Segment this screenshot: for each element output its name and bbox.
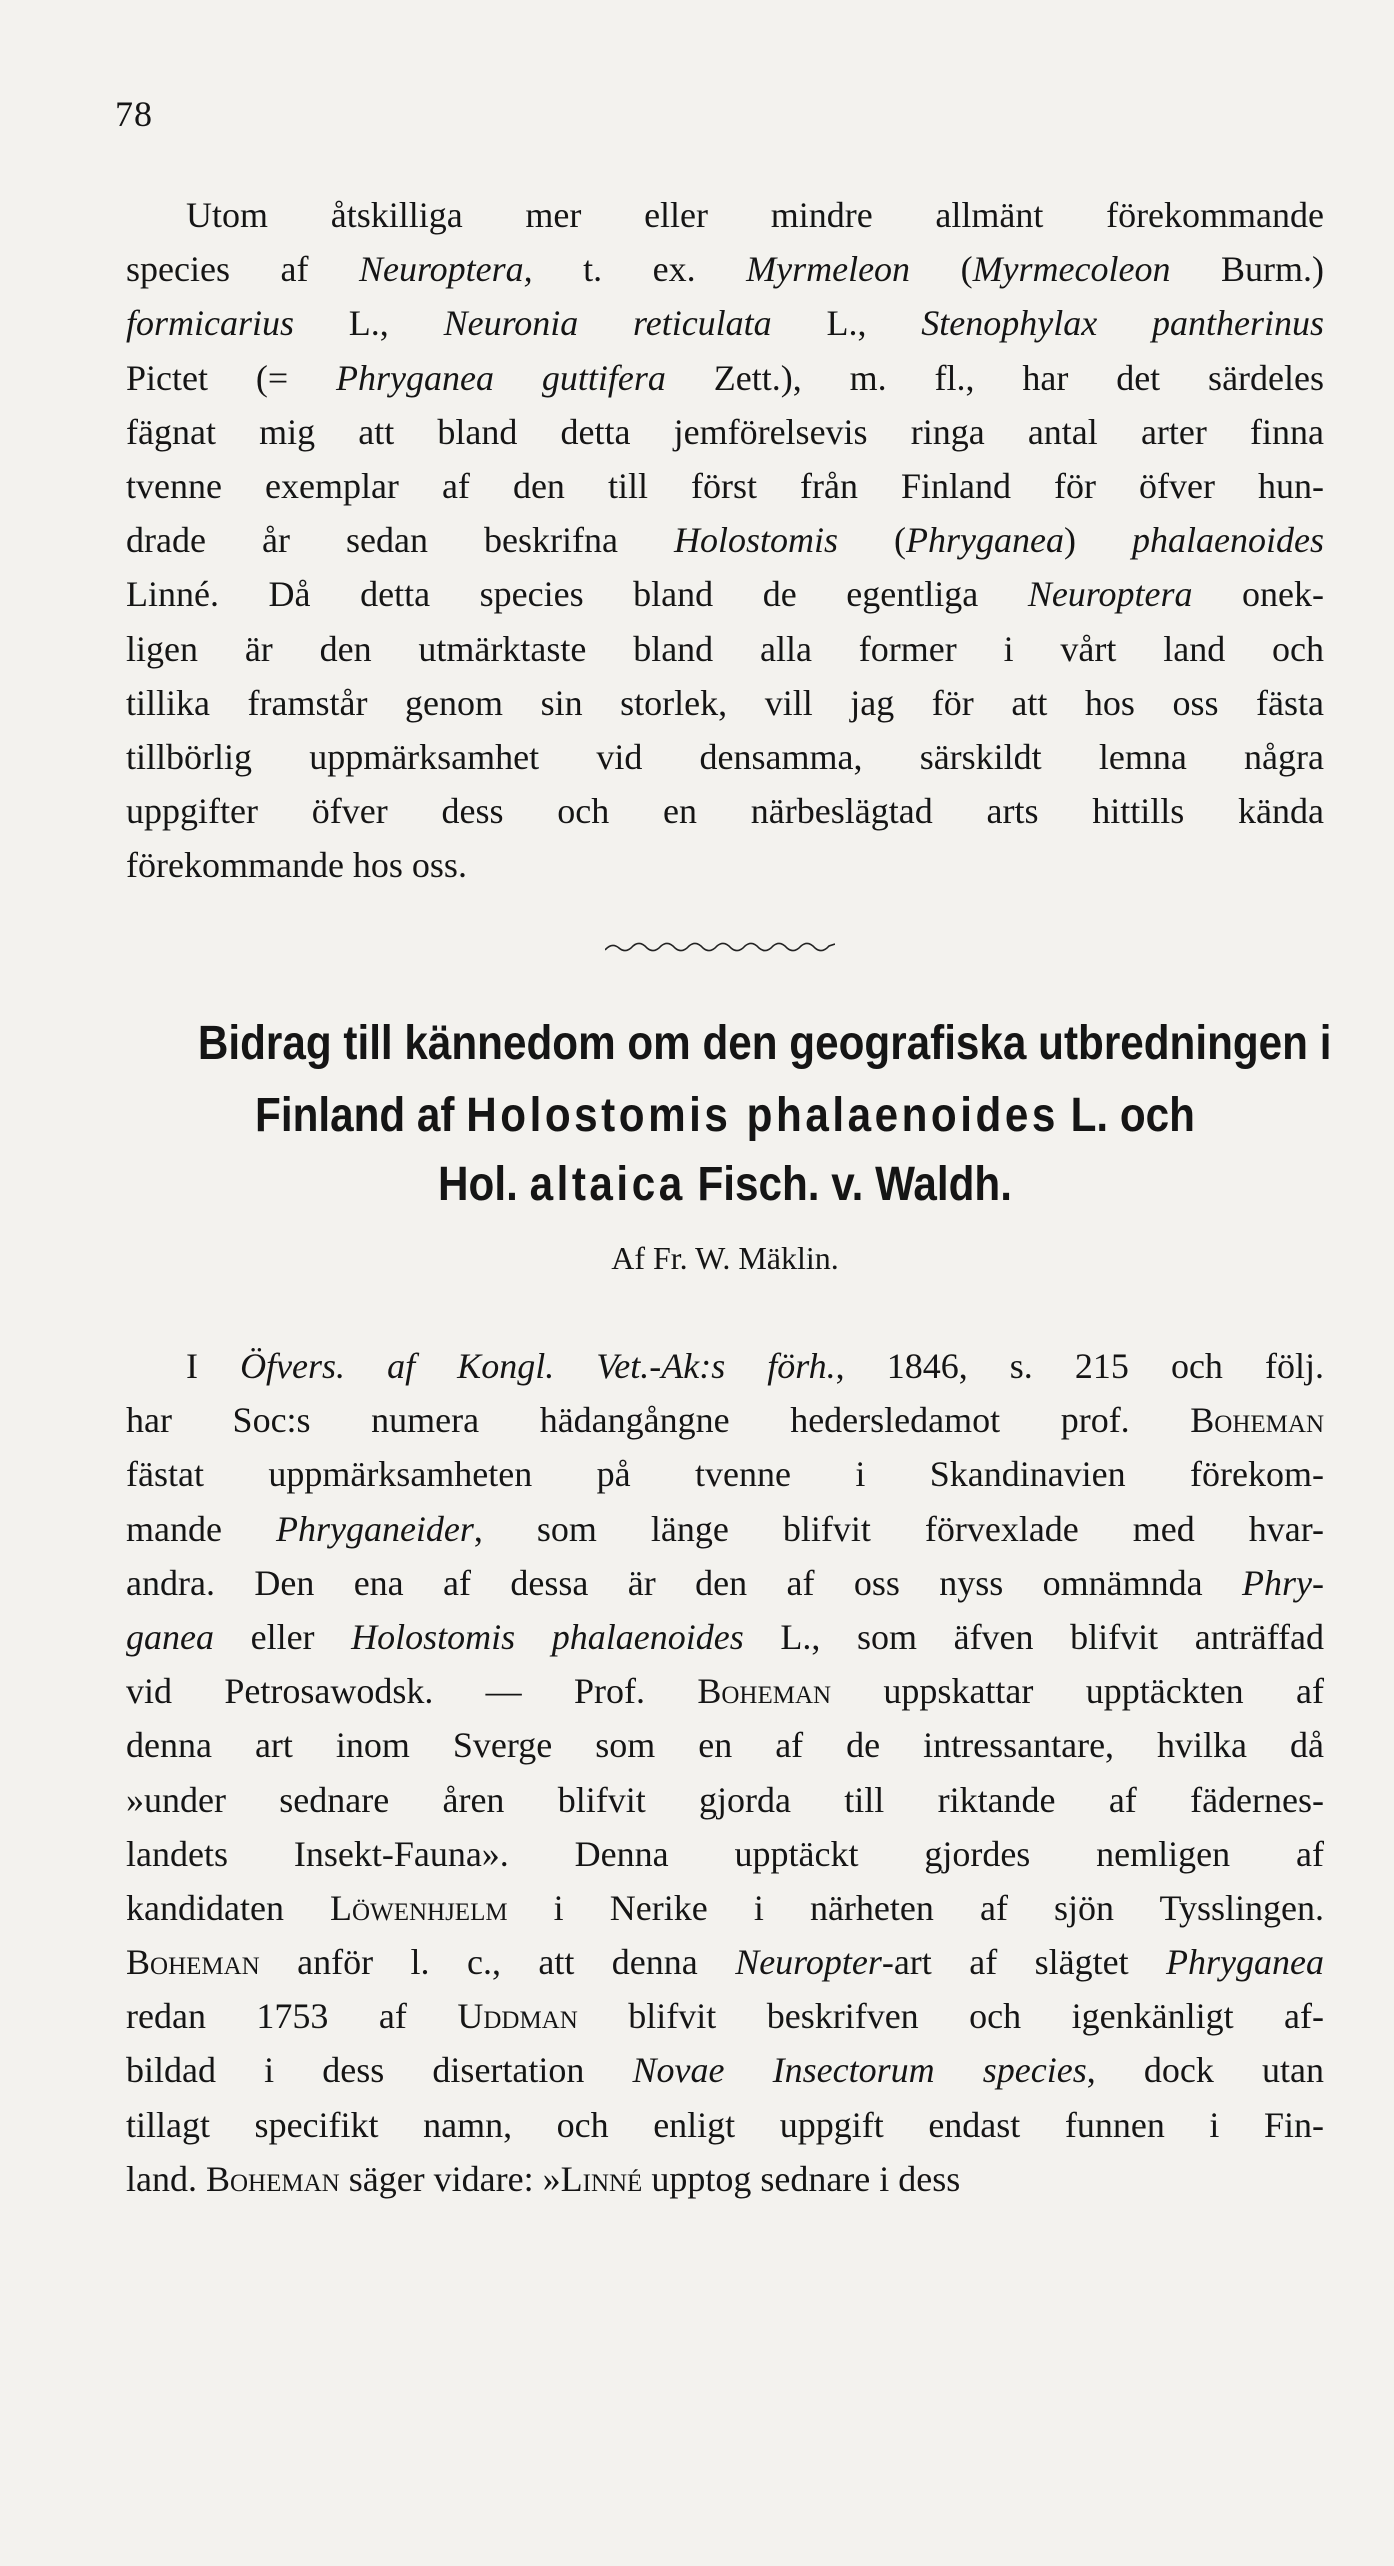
text-run: anför l. c., att denna bbox=[259, 1942, 736, 1983]
text-run: ( bbox=[910, 249, 973, 290]
text-run: vid Petrosawodsk. — Prof. bbox=[126, 1671, 698, 1712]
author-byline: Af Fr. W. Mäklin. bbox=[611, 1240, 839, 1276]
text-run: ) bbox=[1063, 520, 1133, 561]
text-run: land. bbox=[126, 2158, 206, 2199]
text-run: förekommande hos oss. bbox=[126, 845, 467, 886]
text-run: uppgifter öfver dess och en närbeslägtad arts hittills kända bbox=[126, 791, 1324, 832]
italic-term: Öfvers. af Kongl. Vet.-Ak:s förh. bbox=[240, 1346, 836, 1386]
text-run: fästat uppmärksamheten på tvenne i Skandinavien förekom- bbox=[126, 1454, 1324, 1495]
italic-term: Phryganea bbox=[1166, 1942, 1324, 1983]
text-line bbox=[126, 676, 1324, 730]
text-run: tillagt specifikt namn, och enligt uppgift endast funnen i Fin- bbox=[126, 2104, 1324, 2145]
text-run: »under sednare åren blifvit gjorda till riktande af fädernes- bbox=[126, 1779, 1324, 1820]
italic-term: Myrmecoleon bbox=[972, 249, 1171, 290]
text-run: L., bbox=[771, 303, 922, 344]
text-line bbox=[126, 405, 1324, 459]
text-line bbox=[126, 1610, 1324, 1664]
text-line bbox=[126, 1881, 1324, 1935]
person-name: Boheman bbox=[697, 1671, 832, 1712]
ornament-divider bbox=[605, 940, 835, 954]
text-run: bildad i dess disertation bbox=[126, 2050, 633, 2091]
person-name: Boheman bbox=[205, 2158, 340, 2199]
text-run: L., bbox=[294, 303, 444, 344]
person-name: Linné bbox=[560, 2158, 643, 2199]
text-run: eller bbox=[213, 1616, 352, 1657]
text-run: säger vidare: » bbox=[339, 2158, 561, 2199]
person-name: Boheman bbox=[126, 1942, 260, 1983]
text-line bbox=[126, 1393, 1324, 1447]
text-line bbox=[126, 1718, 1324, 1772]
text-line bbox=[126, 351, 1324, 405]
text-line bbox=[126, 1827, 1324, 1881]
text-line bbox=[126, 784, 1324, 838]
text-line bbox=[126, 296, 1324, 350]
text-run: har Soc:s numera hädangångne hedersledamot prof. bbox=[126, 1400, 1191, 1441]
text-line bbox=[126, 730, 1324, 784]
italic-term: Holostomis phalaenoides bbox=[351, 1616, 744, 1657]
text-run: Zett.), m. fl., har det särdeles bbox=[665, 357, 1324, 398]
text-run: upptog sednare i dess bbox=[642, 2158, 961, 2199]
text-run: Pictet (= bbox=[126, 357, 337, 398]
italic-term: Phry- bbox=[1242, 1562, 1324, 1603]
text-line bbox=[126, 622, 1324, 676]
italic-term: Stenophylax pantherinus bbox=[921, 303, 1324, 344]
text-run: tvenne exemplar af den till först från Finland för öfver hun- bbox=[126, 465, 1324, 506]
text-run: tillika framstår genom sin storlek, vill jag för att hos oss fästa bbox=[126, 682, 1324, 723]
article-title-line-3: Hol. altaica Fisch. v. Waldh. bbox=[438, 1158, 1012, 1211]
text-run: drade år sedan beskrifna bbox=[126, 520, 674, 561]
person-name: Boheman bbox=[1190, 1400, 1324, 1441]
text-run: redan 1753 af bbox=[126, 1996, 458, 2037]
text-line bbox=[126, 513, 1324, 567]
text-line bbox=[126, 1989, 1324, 2043]
text-run: -art af slägtet bbox=[881, 1942, 1167, 1983]
italic-term: Novae Insectorum species bbox=[632, 2050, 1087, 2091]
text-run: andra. Den ena af dessa är den af oss nyss omnämnda bbox=[126, 1562, 1243, 1603]
text-run: Utom åtskilliga mer eller mindre allmänt förekommande bbox=[186, 195, 1324, 235]
text-line bbox=[126, 459, 1324, 513]
text-line bbox=[126, 242, 1324, 296]
italic-term: phalaenoides bbox=[1132, 520, 1324, 561]
text-run: ( bbox=[837, 520, 907, 561]
text-run: uppskattar upptäckten af bbox=[831, 1671, 1324, 1712]
text-line bbox=[126, 1664, 1324, 1718]
text-run: blifvit beskrifven och igenkänligt af- bbox=[577, 1996, 1324, 2037]
text-line bbox=[126, 1935, 1324, 1989]
text-line bbox=[126, 567, 1324, 621]
italic-term: ganea bbox=[126, 1616, 214, 1657]
article-title-line-2: Finland af Holostomis phalaenoides L. och bbox=[255, 1089, 1195, 1142]
italic-term: Phryganea bbox=[906, 520, 1064, 561]
text-line bbox=[126, 188, 1324, 242]
text-run: species af bbox=[126, 249, 359, 290]
text-line bbox=[126, 2152, 1324, 2206]
italic-term: Holostomis bbox=[673, 520, 838, 561]
italic-term: Neuroptera bbox=[1027, 574, 1193, 615]
article-title-line-1: Bidrag till kännedom om den geografiska utbredningen i bbox=[197, 1017, 1332, 1070]
italic-term: Phryganea guttifera bbox=[336, 357, 666, 398]
text-run: , som länge blifvit förvexlade med hvar- bbox=[473, 1508, 1324, 1549]
text-run: fägnat mig att bland detta jemförelsevis ringa antal arter finna bbox=[126, 411, 1324, 452]
text-run: , 1846, s. 215 och följ. bbox=[835, 1346, 1324, 1386]
text-run: I bbox=[186, 1346, 241, 1386]
text-line bbox=[126, 1447, 1324, 1501]
body-paragraph bbox=[126, 1339, 1324, 2206]
italic-term: Neuroptera, bbox=[358, 249, 533, 290]
text-run: L., som äfven blifvit anträffad bbox=[743, 1616, 1324, 1657]
text-run: kandidaten bbox=[126, 1887, 331, 1928]
text-run: , dock utan bbox=[1086, 2050, 1324, 2091]
italic-term: Neuronia reticulata bbox=[443, 303, 772, 344]
text-run: denna art inom Sverge som en af de intressantare, hvilka då bbox=[126, 1725, 1324, 1766]
text-run: Linné. Då detta species bland de egentliga bbox=[126, 574, 1028, 615]
italic-term: Neuropter bbox=[735, 1942, 882, 1983]
person-name: Uddman bbox=[457, 1996, 578, 2037]
text-run: i Nerike i närheten af sjön Tysslingen. bbox=[507, 1887, 1324, 1928]
text-run: landets Insekt-Fauna». Denna upptäckt gjordes nemligen af bbox=[126, 1833, 1324, 1874]
text-line bbox=[126, 2043, 1324, 2097]
text-run: ligen är den utmärktaste bland alla former i vårt land och bbox=[126, 628, 1324, 669]
text-line bbox=[126, 1556, 1324, 1610]
text-line bbox=[126, 1339, 1324, 1393]
text-line bbox=[126, 1502, 1324, 1556]
italic-term: Myrmeleon bbox=[746, 249, 911, 290]
text-run: Burm.) bbox=[1170, 249, 1324, 290]
text-line bbox=[126, 2098, 1324, 2152]
text-run: tillbörlig uppmärksamhet vid densamma, särskildt lemna några bbox=[126, 736, 1324, 777]
text-line bbox=[126, 1773, 1324, 1827]
page-number: 78 bbox=[115, 94, 153, 134]
italic-term: formicarius bbox=[126, 303, 295, 344]
intro-paragraph bbox=[126, 188, 1324, 892]
italic-term: Phryganeider bbox=[275, 1508, 474, 1549]
text-run: mande bbox=[126, 1508, 276, 1549]
person-name: Löwenhjelm bbox=[330, 1887, 508, 1928]
text-run: onek- bbox=[1192, 574, 1324, 615]
text-run: t. ex. bbox=[532, 249, 747, 290]
text-line bbox=[126, 838, 1324, 892]
